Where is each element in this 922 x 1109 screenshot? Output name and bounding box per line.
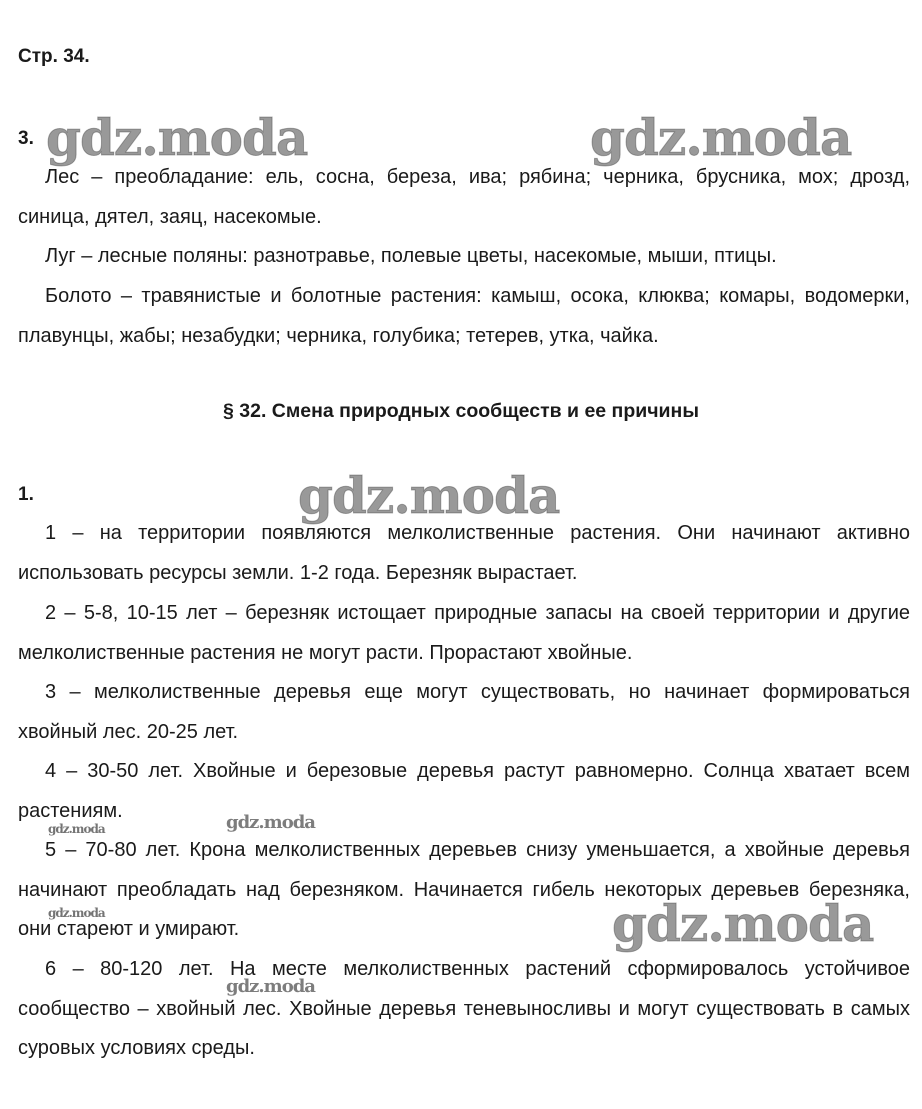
watermark-logo: gdz.moda <box>48 906 105 920</box>
watermark-logo: gdz.moda <box>298 466 560 525</box>
watermark-logo: gdz.moda <box>48 822 105 836</box>
watermark-logo: gdz.moda <box>612 894 874 953</box>
watermark-logo: gdz.moda <box>226 976 315 997</box>
paragraph-meadow: Луг – лесные поляны: разнотравье, полевые цветы, насекомые, мыши, птицы. <box>45 245 777 267</box>
paragraph-stage-6: 6 – 80-120 лет. На месте мелколиственных растений сформировалось устойчивое сообщество – хвойный лес. Хвойные деревья теневыносливы и могут существовать в самых суровых условиях среды. <box>18 958 910 1059</box>
paragraph-forest: Лес – преобладание: ель, сосна, береза, ива; рябина; черника, брусника, мох; дрозд, синица, дятел, заяц, насекомые. <box>18 166 910 228</box>
watermark-logo: gdz.moda <box>46 108 308 167</box>
paragraph-stage-4: 4 – 30-50 лет. Хвойные и березовые деревья растут равномерно. Солнца хватает всем растениям. <box>18 760 910 822</box>
paragraph-stage-2: 2 – 5-8, 10-15 лет – березняк истощает природные запасы на своей территории и другие мелколиственные растения не могут расти. Прорастают хвойные. <box>18 602 910 664</box>
paragraph-stage-1: 1 – на территории появляются мелколиственные растения. Они начинают активно использовать ресурсы земли. 1-2 года. Березняк вырастает. <box>18 522 910 584</box>
page-header: Стр. 34. <box>18 46 90 67</box>
watermark-logo: gdz.moda <box>226 812 315 833</box>
paragraph-swamp: Болото – травянистые и болотные растения: камыш, осока, клюква; комары, водомерки, плавунцы, жабы; незабудки; черника, голубика; тетерев, утка, чайка. <box>18 285 910 347</box>
task-number: 3. <box>18 128 34 149</box>
watermark-logo: gdz.moda <box>590 108 852 167</box>
paragraph-stage-5: 5 – 70-80 лет. Крона мелколиственных деревьев снизу уменьшается, а хвойные деревья начинают преобладать над березняком. Начинается гибель некоторых деревьев березняка, они стареют и умирают. <box>18 839 910 940</box>
section-heading: § 32. Смена природных сообществ и ее причины <box>223 400 699 422</box>
task-number: 1. <box>18 484 34 505</box>
paragraph-stage-3: 3 – мелколиственные деревья еще могут существовать, но начинает формироваться хвойный лес. 20-25 лет. <box>18 681 910 743</box>
